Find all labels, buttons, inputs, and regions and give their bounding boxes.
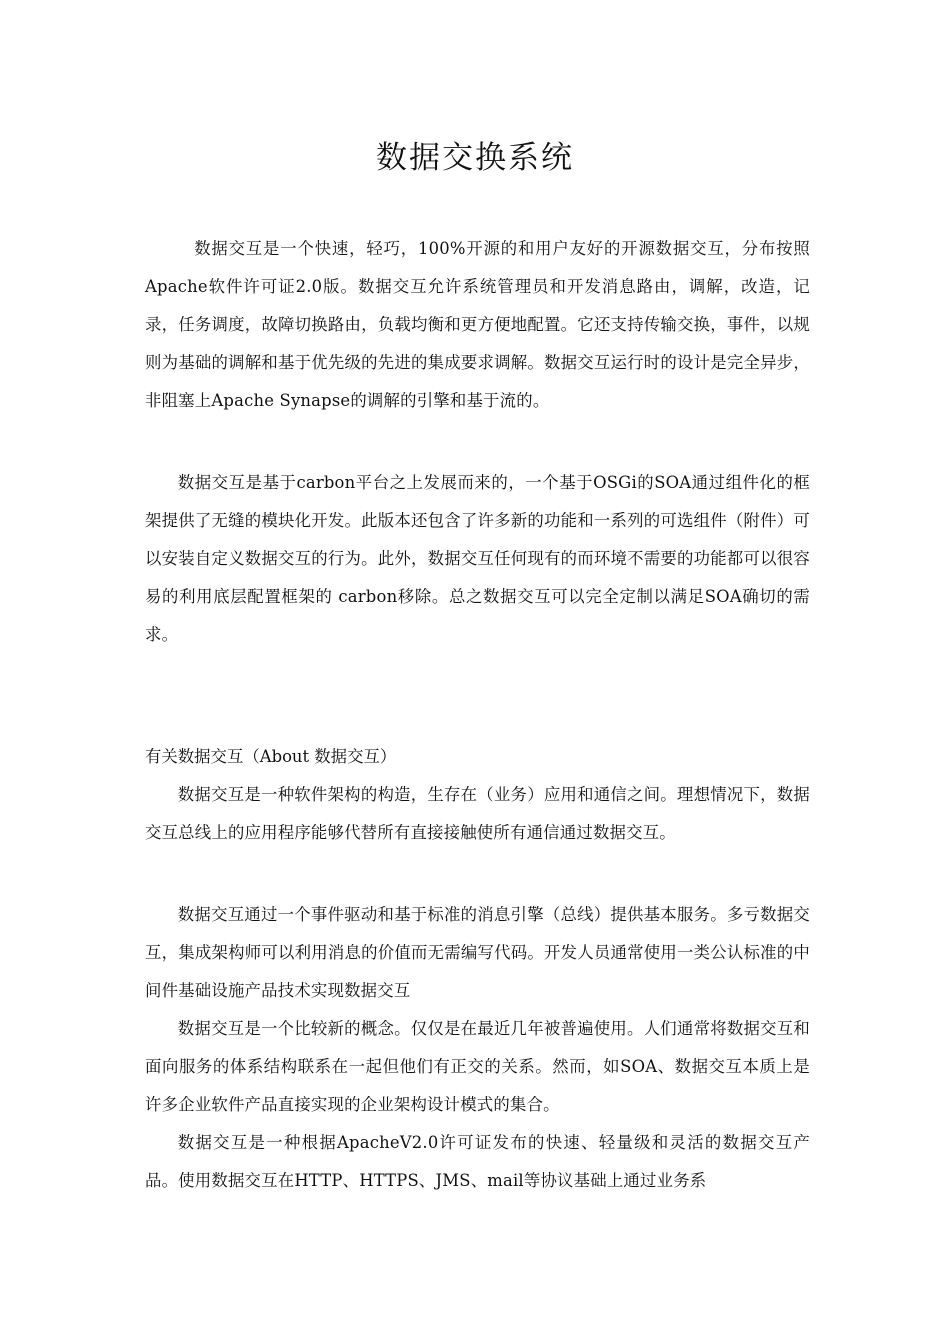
section-paragraph-2: 数据交互通过一个事件驱动和基于标准的消息引擎（总线）提供基本服务。多亏数据交互，集成架构师可以利用消息的价值而无需编写代码。开发人员通常使用一类公认标准的中间件基础设施产品技术实现数据交互 [145, 905, 810, 1000]
section-paragraph-3: 数据交互是一个比较新的概念。仅仅是在最近几年被普遍使用。人们通常将数据交互和面向服务的体系结构联系在一起但他们有正交的关系。然而，如SOA、数据交互本质上是许多企业软件产品直接实现的企业架构设计模式的集合。 [145, 1019, 810, 1114]
document-title: 数据交换系统 [376, 140, 574, 176]
intro-paragraph-2: 数据交互是基于carbon平台之上发展而来的，一个基于OSGi的SOA通过组件化的框架提供了无缝的模块化开发。此版本还包含了许多新的功能和一系列的可选组件（附件）可以安装自定义数据交互的行为。此外，数据交互任何现有的而环境不需要的功能都可以很容易的利用底层配置框架的 carbon移除。总之数据交互可以完全定制以满足SOA确切的需求。 [145, 473, 810, 644]
section-paragraph-4: 数据交互是一种根据ApacheV2.0许可证发布的快速、轻量级和灵活的数据交互产品。使用数据交互在HTTP、HTTPS、JMS、mail等协议基础上通过业务系 [145, 1133, 810, 1190]
intro-paragraph-1: 数据交互是一个快速，轻巧，100%开源的和用户友好的开源数据交互，分布按照Apache软件许可证2.0版。数据交互允许系统管理员和开发消息路由，调解，改造，记录，任务调度，故障切换路由，负载均衡和更方便地配置。它还支持传输交换，事件，以规则为基础的调解和基于优先级的先进的集成要求调解。数据交互运行时的设计是完全异步，非阻塞上Apache Synapse的调解的引擎和基于流的。 [145, 239, 810, 410]
section-heading: 有关数据交互（About 数据交互） [145, 747, 397, 766]
section-paragraph-1: 数据交互是一种软件架构的构造，生存在（业务）应用和通信之间。理想情况下，数据交互总线上的应用程序能够代替所有直接接触使所有通信通过数据交互。 [145, 785, 810, 842]
